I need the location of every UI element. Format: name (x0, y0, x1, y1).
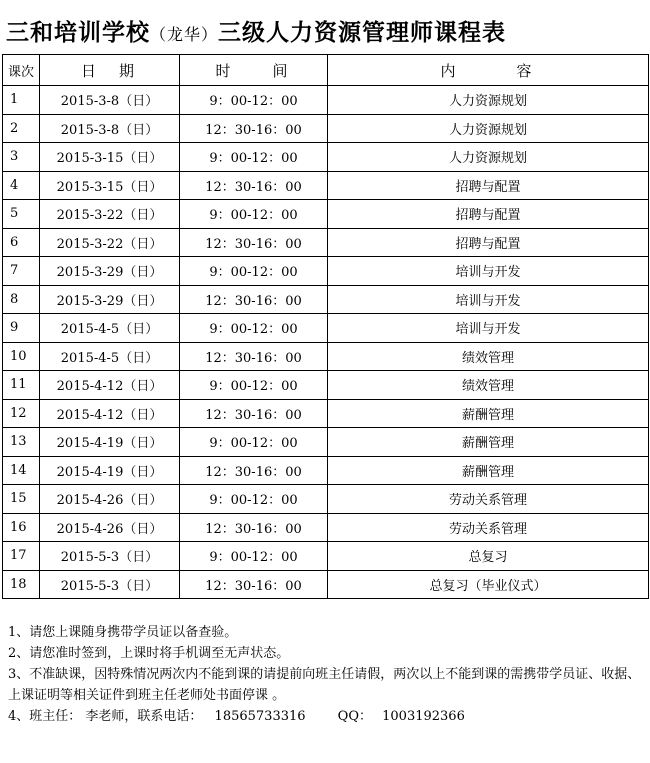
session-content: 招聘与配置 (328, 228, 649, 257)
session-date: 2015-4-5（日） (40, 314, 180, 343)
session-date: 2015-5-3（日） (40, 542, 180, 571)
session-content: 绩效管理 (328, 342, 649, 371)
session-date: 2015-3-22（日） (40, 228, 180, 257)
branch-name: （龙华） (150, 25, 219, 44)
header-session: 课次 (3, 55, 40, 86)
session-content: 总复习 (328, 542, 649, 571)
session-content: 薪酬管理 (328, 428, 649, 457)
note-2: 2、请您准时签到，上课时将手机调至无声状态。 (8, 646, 290, 661)
school-name: 三和培训学校 (6, 19, 150, 46)
session-date: 2015-3-8（日） (40, 86, 180, 115)
session-time: 9：00-12：00 (180, 485, 328, 514)
session-number: 9 (3, 314, 40, 343)
session-time: 12：30-16：00 (180, 456, 328, 485)
note-3: 3、不准缺课，因特殊情况两次内不能到课的请提前向班主任请假，两次以上不能到课的需携带学员证、收据、上课证明等相关证件到班主任老师处书面停课 。 (8, 667, 641, 703)
table-row (3, 399, 649, 428)
course-name: 三级人力资源管理师课程表 (218, 19, 507, 46)
note-1: 1、请您上课随身携带学员证以备查验。 (8, 625, 238, 640)
table-row (3, 114, 649, 143)
session-date: 2015-4-19（日） (40, 456, 180, 485)
session-time: 12：30-16：00 (180, 114, 328, 143)
session-time: 12：30-16：00 (180, 171, 328, 200)
session-content: 招聘与配置 (328, 171, 649, 200)
session-content: 劳动关系管理 (328, 485, 649, 514)
table-row (3, 86, 649, 115)
table-row (3, 513, 649, 542)
table-row (3, 228, 649, 257)
session-content: 薪酬管理 (328, 456, 649, 485)
session-time: 9：00-12：00 (180, 200, 328, 229)
teacher-label: 4、班主任： 李老师，联系电话： (8, 709, 203, 724)
session-date: 2015-4-12（日） (40, 371, 180, 400)
session-content: 绩效管理 (328, 371, 649, 400)
session-content: 人力资源规划 (328, 143, 649, 172)
teacher-phone: 18565733316 (214, 709, 306, 724)
session-number: 1 (3, 86, 40, 115)
session-content: 招聘与配置 (328, 200, 649, 229)
table-row (3, 485, 649, 514)
session-number: 5 (3, 200, 40, 229)
table-row (3, 143, 649, 172)
session-number: 7 (3, 257, 40, 286)
session-content: 培训与开发 (328, 257, 649, 286)
session-number: 11 (3, 371, 40, 400)
session-number: 17 (3, 542, 40, 571)
session-time: 9：00-12：00 (180, 371, 328, 400)
table-row (3, 342, 649, 371)
qq-number: 1003192366 (382, 709, 465, 724)
session-content: 总复习（毕业仪式） (328, 570, 649, 599)
session-time: 12：30-16：00 (180, 399, 328, 428)
session-date: 2015-4-12（日） (40, 399, 180, 428)
session-content: 薪酬管理 (328, 399, 649, 428)
session-date: 2015-4-19（日） (40, 428, 180, 457)
page-title (6, 14, 646, 46)
session-number: 3 (3, 143, 40, 172)
session-date: 2015-3-22（日） (40, 200, 180, 229)
table-row (3, 371, 649, 400)
table-row (3, 171, 649, 200)
note-4 (8, 706, 646, 727)
header-content: 内 容 (328, 55, 649, 86)
session-number: 4 (3, 171, 40, 200)
session-number: 8 (3, 285, 40, 314)
session-number: 2 (3, 114, 40, 143)
table-row (3, 428, 649, 457)
session-time: 9：00-12：00 (180, 542, 328, 571)
schedule-table (2, 54, 649, 599)
session-content: 培训与开发 (328, 314, 649, 343)
session-date: 2015-3-15（日） (40, 143, 180, 172)
session-time: 9：00-12：00 (180, 257, 328, 286)
session-time: 12：30-16：00 (180, 570, 328, 599)
session-time: 9：00-12：00 (180, 314, 328, 343)
session-number: 15 (3, 485, 40, 514)
session-time: 12：30-16：00 (180, 285, 328, 314)
session-time: 12：30-16：00 (180, 342, 328, 371)
session-date: 2015-4-26（日） (40, 485, 180, 514)
session-date: 2015-3-29（日） (40, 285, 180, 314)
header-date: 日 期 (40, 55, 180, 86)
session-number: 13 (3, 428, 40, 457)
session-content: 劳动关系管理 (328, 513, 649, 542)
session-date: 2015-3-15（日） (40, 171, 180, 200)
session-time: 12：30-16：00 (180, 228, 328, 257)
table-row (3, 570, 649, 599)
session-number: 16 (3, 513, 40, 542)
table-row (3, 542, 649, 571)
notes-section (8, 622, 646, 727)
session-time: 9：00-12：00 (180, 143, 328, 172)
qq-label: QQ： (337, 709, 372, 724)
table-row (3, 314, 649, 343)
header-time: 时 间 (180, 55, 328, 86)
session-content: 培训与开发 (328, 285, 649, 314)
session-number: 14 (3, 456, 40, 485)
session-content: 人力资源规划 (328, 86, 649, 115)
table-row (3, 200, 649, 229)
session-date: 2015-3-8（日） (40, 114, 180, 143)
session-date: 2015-3-29（日） (40, 257, 180, 286)
session-date: 2015-5-3（日） (40, 570, 180, 599)
session-number: 12 (3, 399, 40, 428)
table-header-row (3, 55, 649, 86)
session-date: 2015-4-5（日） (40, 342, 180, 371)
session-time: 9：00-12：00 (180, 428, 328, 457)
session-time: 9：00-12：00 (180, 86, 328, 115)
session-date: 2015-4-26（日） (40, 513, 180, 542)
session-content: 人力资源规划 (328, 114, 649, 143)
session-time: 12：30-16：00 (180, 513, 328, 542)
session-number: 6 (3, 228, 40, 257)
session-number: 18 (3, 570, 40, 599)
table-row (3, 257, 649, 286)
table-row (3, 456, 649, 485)
table-row (3, 285, 649, 314)
session-number: 10 (3, 342, 40, 371)
